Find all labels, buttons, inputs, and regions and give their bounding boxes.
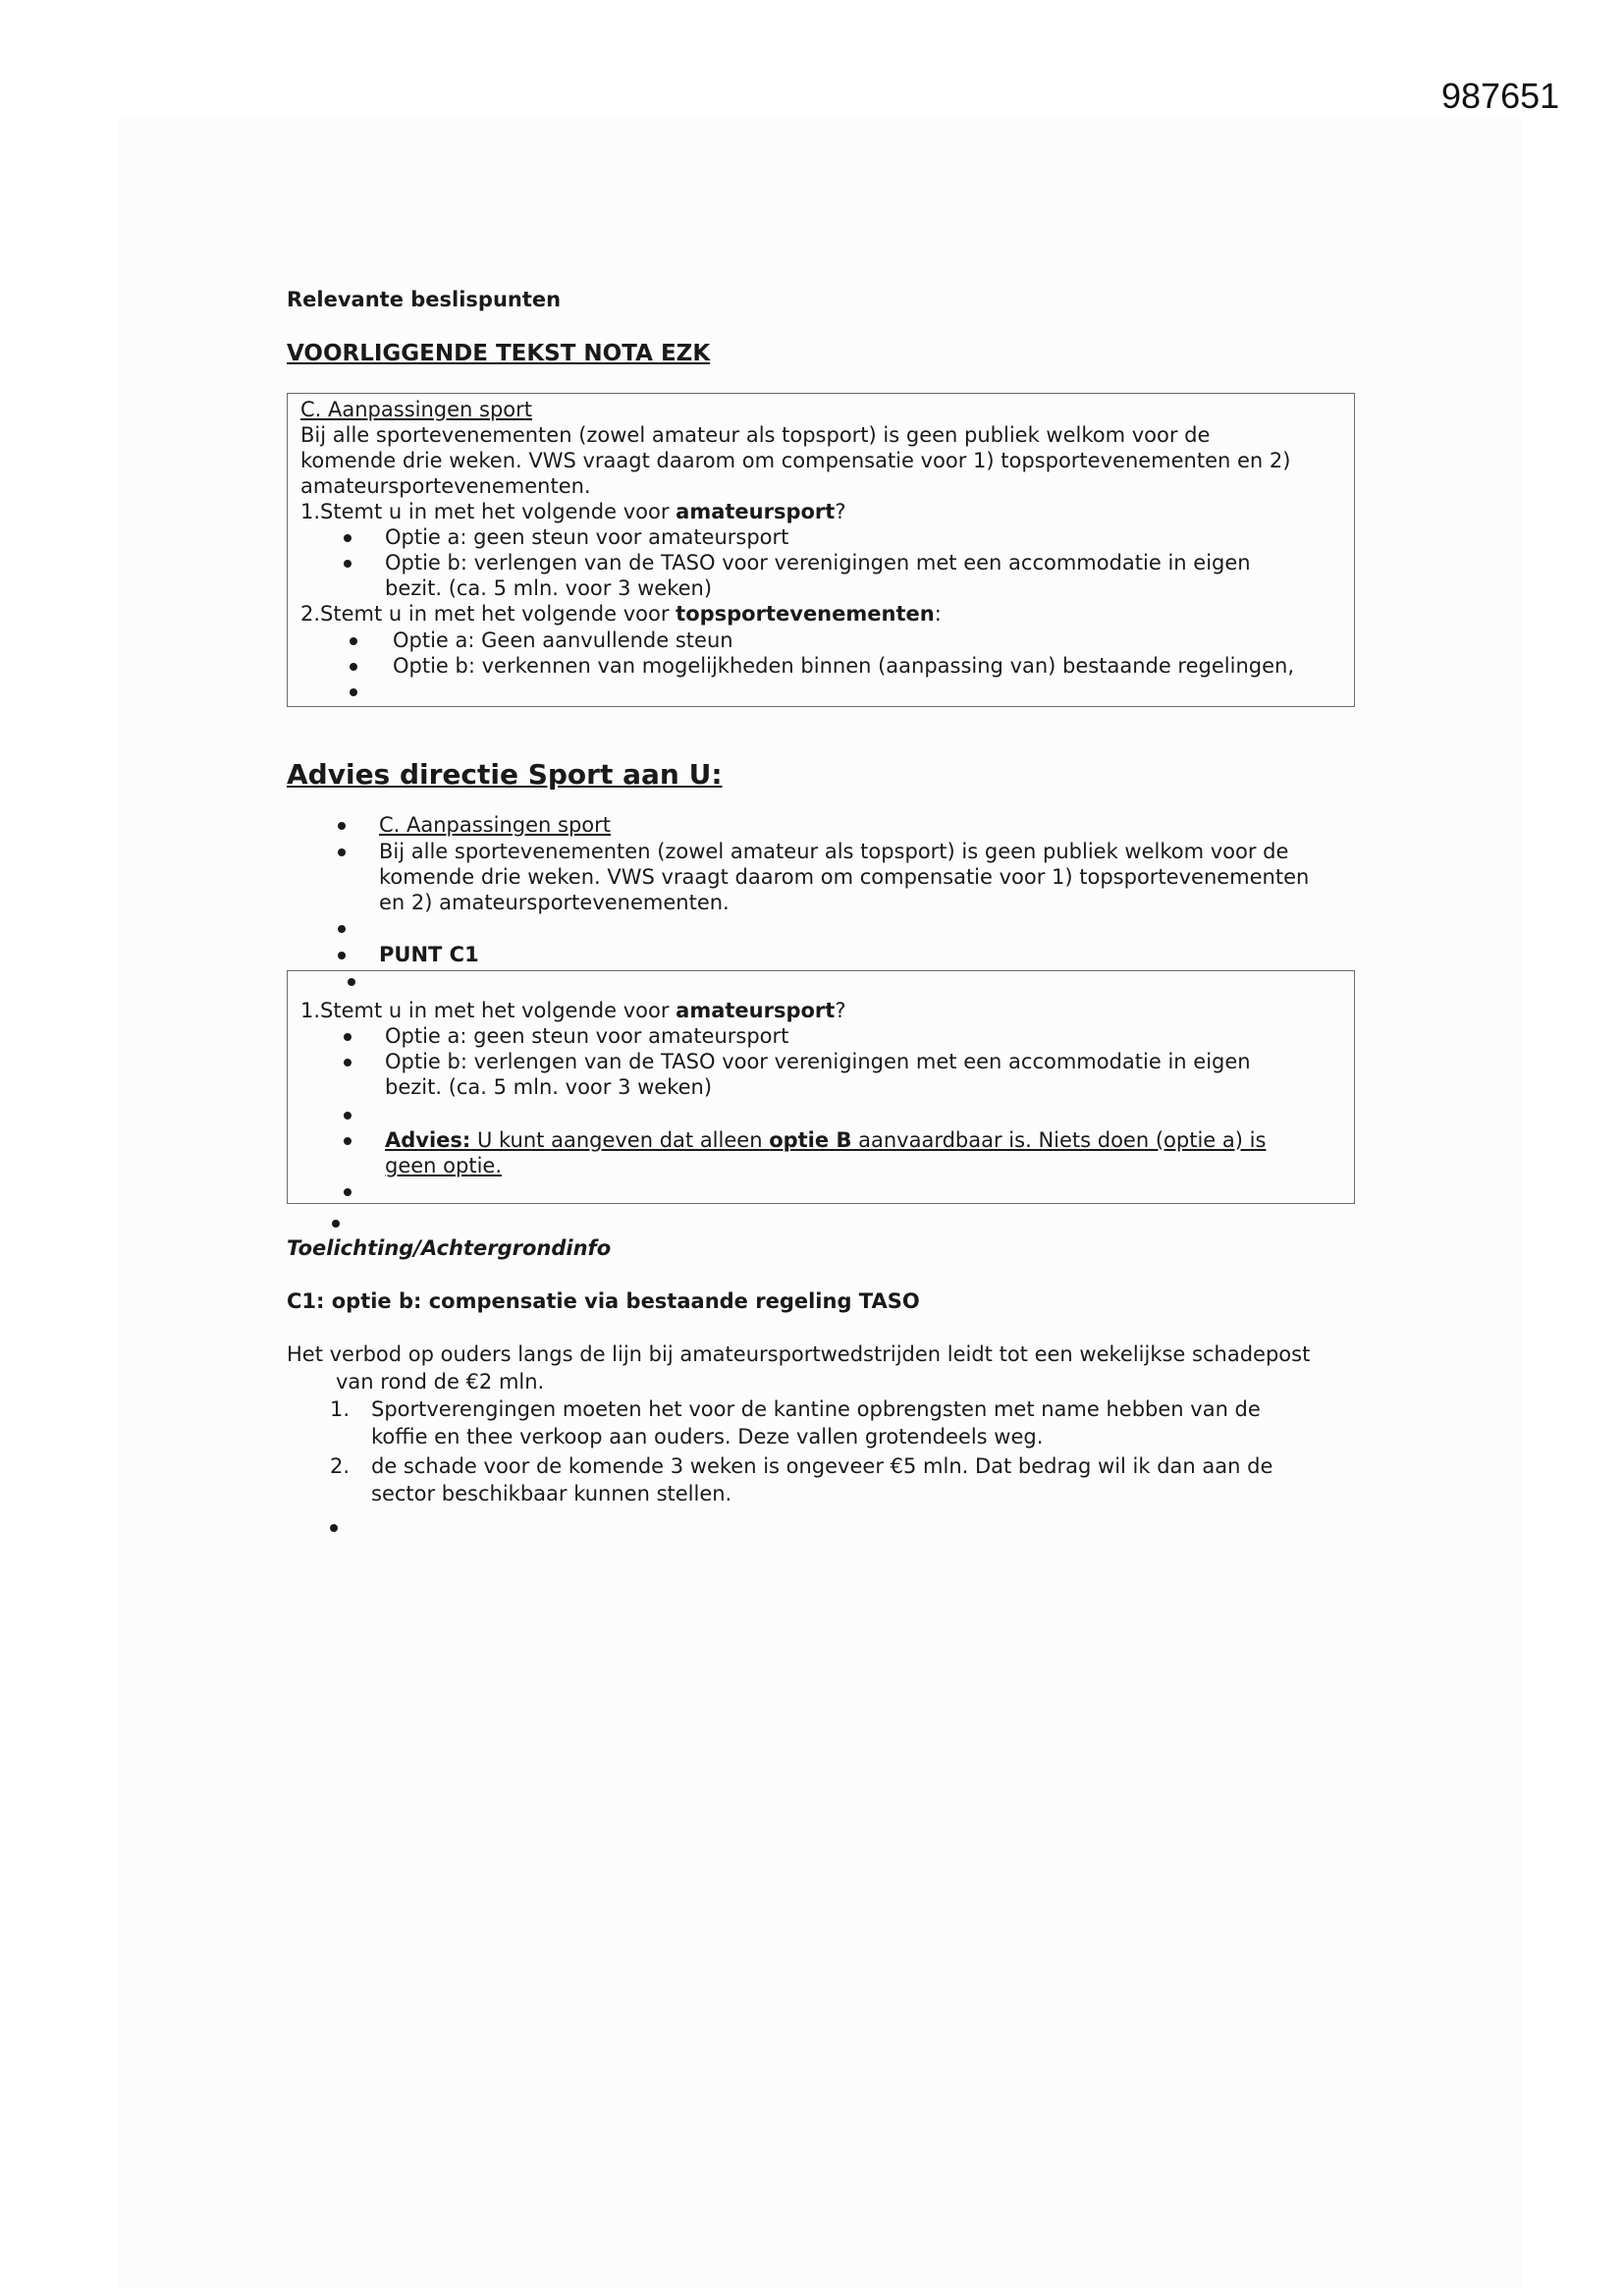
- bullet-icon: [344, 560, 352, 568]
- bullet-icon: [344, 1059, 352, 1066]
- bullet-icon: [332, 1220, 340, 1228]
- heading-advies-directie-sport: Advies directie Sport aan U:: [287, 758, 723, 791]
- advies-item-line-2: komende drie weken. VWS vraagt daarom om compensatie voor 1) topsportevenementen: [379, 865, 1310, 889]
- punt-c1-label: PUNT C1: [379, 943, 479, 966]
- box2-option-b-line-1: Optie b: verlengen van de TASO voor verenigingen met een accommodatie in eigen: [385, 1050, 1251, 1073]
- advies-item-line-3: en 2) amateursportevenementen.: [379, 891, 730, 914]
- advies-item-line-1: Bij alle sportevenementen (zowel amateur als topsport) is geen publiek welkom voor de: [379, 840, 1289, 863]
- numbered-item-2-line-2: sector beschikbaar kunnen stellen.: [371, 1482, 732, 1505]
- numbered-item-2-line-1: de schade voor de komende 3 weken is ongeveer €5 mln. Dat bedrag wil ik dan aan de: [371, 1454, 1273, 1478]
- bullet-icon: [344, 1033, 352, 1041]
- bullet-icon: [330, 1524, 338, 1532]
- box2-advies-line-2: geen optie.: [385, 1154, 502, 1177]
- bullet-icon: [338, 848, 346, 856]
- box2-option-b-line-2: bezit. (ca. 5 mln. voor 3 weken): [385, 1075, 713, 1099]
- box2-advies-line-1: Advies: U kunt aangeven dat alleen optie B aanvaardbaar is. Niets doen (optie a) is: [385, 1128, 1267, 1152]
- box1-title: C. Aanpassingen sport: [300, 398, 533, 421]
- numbered-item-1-line-2: koffie en thee verkoop aan ouders. Deze vallen grotendeels weg.: [371, 1425, 1044, 1449]
- bullet-icon: [338, 925, 346, 933]
- box2-question-1: 1.Stemt u in met het volgende voor amateursport?: [300, 999, 846, 1022]
- body-paragraph-line-1: Het verbod op ouders langs de lijn bij amateursportwedstrijden leidt tot een wekelijkse schadepost: [287, 1342, 1311, 1366]
- bullet-icon: [338, 822, 346, 830]
- bullet-icon: [350, 663, 357, 671]
- bullet-icon: [350, 688, 357, 696]
- box1-intro-line-1: Bij alle sportevenementen (zowel amateur als topsport) is geen publiek welkom voor de: [300, 423, 1211, 447]
- numbered-item-2-marker: 2.: [330, 1454, 351, 1478]
- bullet-icon: [344, 1188, 352, 1196]
- heading-relevant-beslispunten: Relevante beslispunten: [287, 288, 562, 311]
- bullet-icon: [344, 1137, 352, 1145]
- heading-voorliggende-tekst: VOORLIGGENDE TEKST NOTA EZK: [287, 341, 711, 366]
- box1-question-2: 2.Stemt u in met het volgende voor topsportevenementen:: [300, 602, 942, 626]
- bullet-icon: [344, 1112, 352, 1120]
- box1-q1-option-b-line-2: bezit. (ca. 5 mln. voor 3 weken): [385, 576, 713, 600]
- box1-q1-option-a: Optie a: geen steun voor amateursport: [385, 525, 789, 549]
- numbered-item-1-marker: 1.: [330, 1397, 351, 1421]
- box1-question-1: 1.Stemt u in met het volgende voor amateursport?: [300, 500, 846, 523]
- box1-q2-option-b: Optie b: verkennen van mogelijkheden binnen (aanpassing van) bestaande regelingen,: [393, 654, 1294, 678]
- box2-option-a: Optie a: geen steun voor amateursport: [385, 1024, 789, 1048]
- c1-heading: C1: optie b: compensatie via bestaande regeling TASO: [287, 1289, 920, 1313]
- numbered-item-1-line-1: Sportverengingen moeten het voor de kantine opbrengsten met name hebben van de: [371, 1397, 1261, 1421]
- box1-intro-line-2: komende drie weken. VWS vraagt daarom om compensatie voor 1) topsportevenementen en 2): [300, 449, 1291, 472]
- bullet-icon: [344, 534, 352, 542]
- bullet-icon: [350, 637, 357, 645]
- body-paragraph-line-2: van rond de €2 mln.: [336, 1370, 545, 1394]
- box1-q2-option-a: Optie a: Geen aanvullende steun: [393, 629, 733, 652]
- bullet-icon: [338, 952, 346, 959]
- box1-q1-option-b-line-1: Optie b: verlengen van de TASO voor verenigingen met een accommodatie in eigen: [385, 551, 1251, 574]
- document-number: 987651: [1441, 76, 1560, 116]
- toelichting-heading: Toelichting/Achtergrondinfo: [287, 1236, 612, 1260]
- advies-item-title: C. Aanpassingen sport: [379, 813, 612, 837]
- box1-intro-line-3: amateursportevenementen.: [300, 474, 591, 498]
